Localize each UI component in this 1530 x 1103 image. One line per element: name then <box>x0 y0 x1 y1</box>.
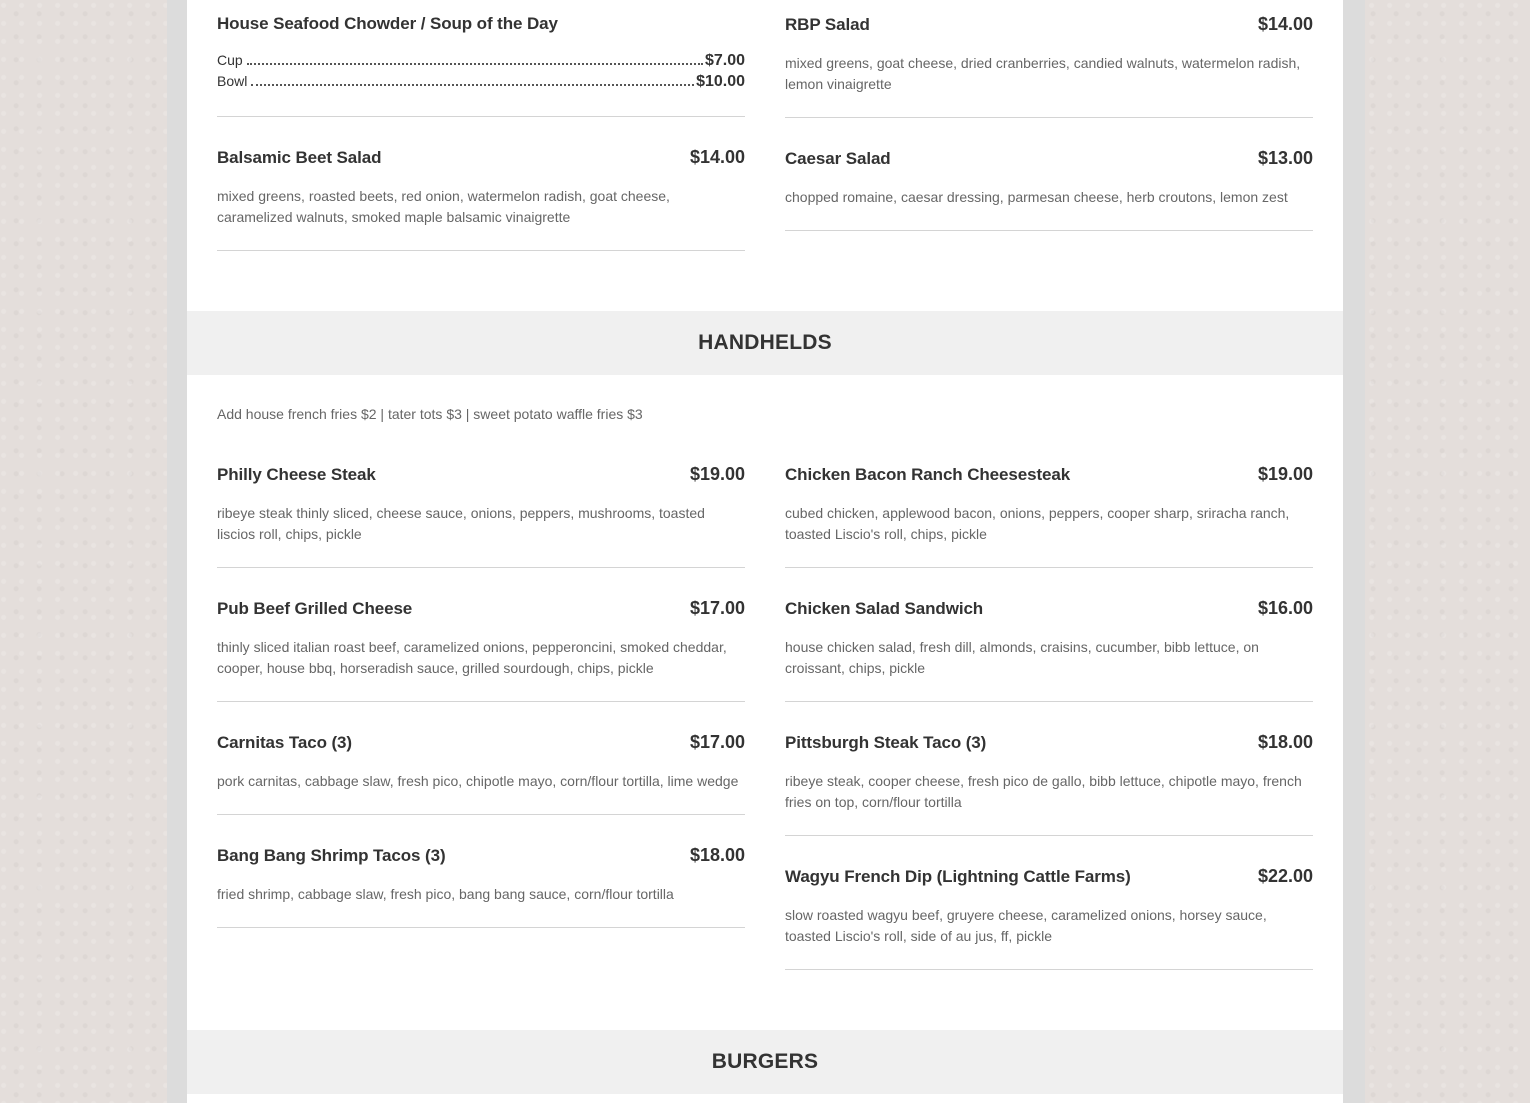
item-name: Wagyu French Dip (Lightning Cattle Farms) <box>785 867 1131 886</box>
item-price: $13.00 <box>1257 148 1313 168</box>
menu-item-rbp-salad <box>785 14 1313 95</box>
option-price: $10.00 <box>696 73 745 90</box>
option-row-cup <box>217 52 745 73</box>
item-name: Balsamic Beet Salad <box>217 148 382 167</box>
menu-item-carnitas-taco <box>217 732 745 792</box>
divider <box>785 117 1313 118</box>
handhelds-note: Add house french fries $2 | tater tots $3 | sweet potato waffle fries $3 <box>217 406 643 422</box>
item-name: Pittsburgh Steak Taco (3) <box>785 733 987 752</box>
item-description: thinly sliced italian roast beef, caramelized onions, pepperoncini, smoked cheddar, cooper, house bbq, horseradish sauce, grilled sourdough, chips, pickle <box>217 639 727 676</box>
menu-item-pub-beef-grilled-cheese <box>217 598 745 679</box>
option-label: Bowl <box>217 73 248 89</box>
divider <box>785 701 1313 702</box>
item-price: $19.00 <box>1257 464 1313 484</box>
menu-item-caesar <box>785 148 1313 208</box>
item-name: RBP Salad <box>785 15 870 34</box>
item-price: $17.00 <box>689 732 745 752</box>
item-description: pork carnitas, cabbage slaw, fresh pico, chipotle mayo, corn/flour tortilla, lime wedge <box>217 773 739 789</box>
menu-item-chicken-bacon-ranch <box>785 464 1313 545</box>
item-price: $17.00 <box>689 598 745 618</box>
chowder-options <box>217 52 745 94</box>
item-name: Chicken Bacon Ranch Cheesesteak <box>785 465 1071 484</box>
item-name: Philly Cheese Steak <box>217 465 376 484</box>
item-name: House Seafood Chowder / Soup of the Day <box>217 14 558 33</box>
item-description: house chicken salad, fresh dill, almonds, craisins, cucumber, bibb lettuce, on croissant, chips, pickle <box>785 639 1259 676</box>
section-header-handhelds: HANDHELDS <box>187 311 1343 375</box>
divider <box>217 250 745 251</box>
item-description: mixed greens, roasted beets, red onion, watermelon radish, goat cheese, caramelized walnuts, smoked maple balsamic vinaigrette <box>217 188 670 225</box>
item-description: ribeye steak thinly sliced, cheese sauce, onions, peppers, mushrooms, toasted liscios roll, chips, pickle <box>217 505 705 542</box>
menu-item-balsamic-beet <box>217 147 745 228</box>
menu-item-chicken-salad-sandwich <box>785 598 1313 679</box>
item-name: Bang Bang Shrimp Tacos (3) <box>217 846 446 865</box>
item-price: $14.00 <box>689 147 745 167</box>
item-description: ribeye steak, cooper cheese, fresh pico de gallo, bibb lettuce, chipotle mayo, french fries on top, corn/flour tortilla <box>785 773 1302 810</box>
menu-page <box>187 0 1343 1103</box>
divider <box>217 701 745 702</box>
item-description: chopped romaine, caesar dressing, parmesan cheese, herb croutons, lemon zest <box>785 189 1288 205</box>
menu-item-philly-cheese-steak <box>217 464 745 545</box>
dot-leader <box>251 84 694 86</box>
item-price: $14.00 <box>1257 14 1313 34</box>
option-row-bowl <box>217 73 745 94</box>
item-price: $18.00 <box>1257 732 1313 752</box>
divider <box>785 835 1313 836</box>
divider <box>785 230 1313 231</box>
item-name: Caesar Salad <box>785 149 891 168</box>
item-description: slow roasted wagyu beef, gruyere cheese, caramelized onions, horsey sauce, toasted Liscio's roll, side of au jus, ff, pickle <box>785 907 1267 944</box>
item-name: Carnitas Taco (3) <box>217 733 352 752</box>
item-description: mixed greens, goat cheese, dried cranberries, candied walnuts, watermelon radish, lemon vinaigrette <box>785 55 1301 92</box>
item-price: $22.00 <box>1257 866 1313 886</box>
option-label: Cup <box>217 52 243 68</box>
dot-leader <box>247 63 703 65</box>
option-price: $7.00 <box>704 52 745 69</box>
menu-item-bang-bang-shrimp-tacos <box>217 845 745 905</box>
item-description: cubed chicken, applewood bacon, onions, peppers, cooper sharp, sriracha ranch, toasted Liscio's roll, chips, pickle <box>785 505 1290 542</box>
item-price: $16.00 <box>1257 598 1313 618</box>
item-price: $19.00 <box>689 464 745 484</box>
divider <box>785 567 1313 568</box>
item-description: fried shrimp, cabbage slaw, fresh pico, bang bang sauce, corn/flour tortilla <box>217 886 674 902</box>
divider <box>217 567 745 568</box>
divider <box>217 814 745 815</box>
section-header-burgers: BURGERS <box>187 1030 1343 1094</box>
menu-item-chowder <box>217 14 745 94</box>
divider <box>217 116 745 117</box>
menu-item-pittsburgh-steak-taco <box>785 732 1313 813</box>
divider <box>217 927 745 928</box>
menu-item-wagyu-french-dip <box>785 866 1313 947</box>
item-name: Chicken Salad Sandwich <box>785 599 984 618</box>
item-price: $18.00 <box>689 845 745 865</box>
divider <box>785 969 1313 970</box>
item-name: Pub Beef Grilled Cheese <box>217 599 413 618</box>
